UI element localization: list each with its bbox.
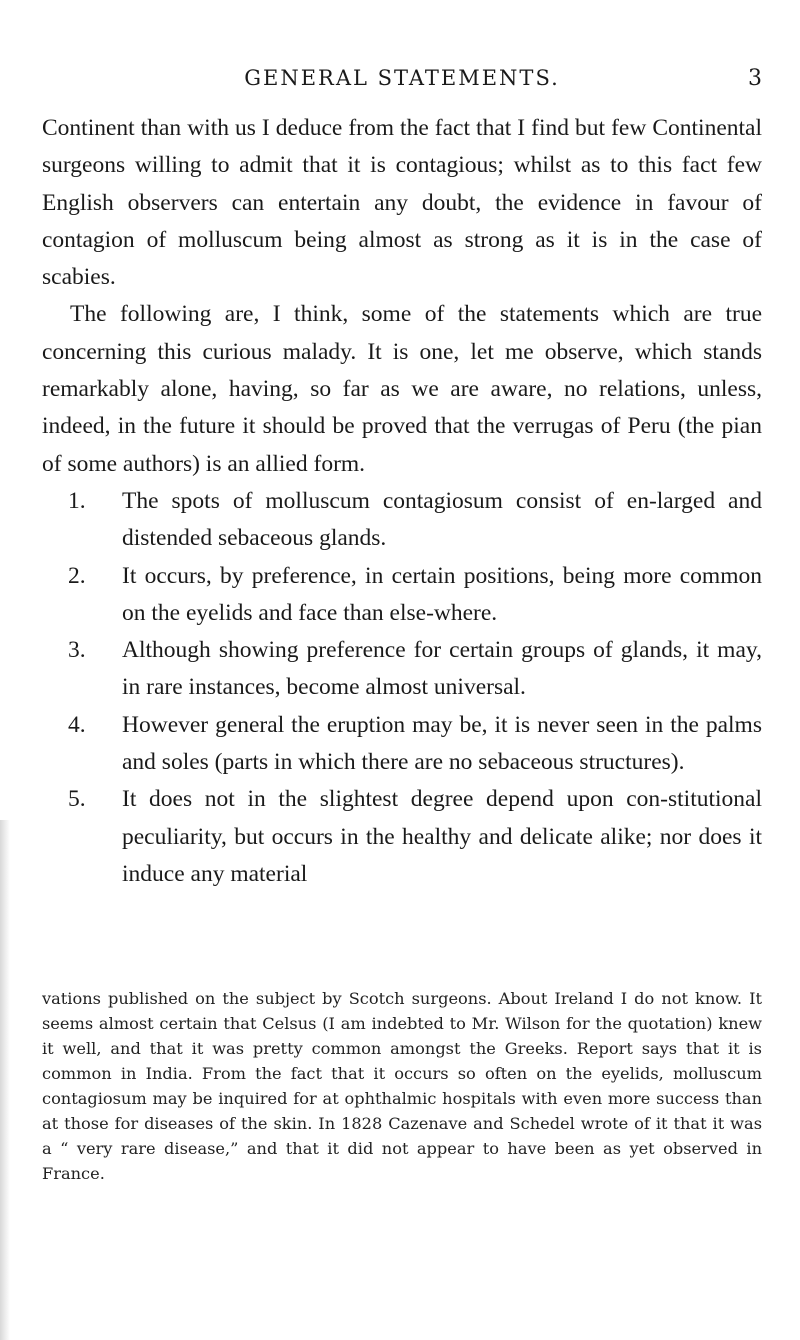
statement-text: Although showing preference for certain groups of glands, it may, in rare instances, become almost universal. — [122, 637, 762, 701]
statement-number: 2. — [68, 562, 86, 589]
statement-number: 4. — [68, 711, 86, 738]
statement-item — [42, 781, 762, 893]
statement-item — [42, 483, 762, 558]
footnote: vations published on the subject by Scotch surgeons. About Ireland I do not know. It seems almost certain that Celsus (I am indebted to Mr. Wilson for the quotation) knew it well, and that it was pretty common amongst the Greeks. Report says that it is common in India. From the fact that it occurs so often on the eyelids, molluscum contagiosum may be inquired for at ophthalmic hospitals with even more success than at those for diseases of the skin. In 1828 Cazenave and Schedel wrote of it that it was a “ very rare disease,” and that it did not appear to have been as yet observed in France. — [42, 989, 762, 1183]
page-number: 3 — [748, 66, 762, 91]
body-text — [42, 110, 762, 893]
statement-number: 5. — [68, 786, 86, 813]
statement-text: However general the eruption may be, it is never seen in the palms and soles (parts in which there are no sebaceous structures). — [122, 711, 762, 776]
statement-text: It occurs, by preference, in certain positions, being more common on the eyelids and face than else-where. — [122, 562, 762, 626]
statement-text: It does not in the slightest degree depend upon con-stitutional peculiarity, but occurs in the healthy and delicate alike; nor does it induce any material — [122, 786, 762, 887]
statement-number: 1. — [68, 487, 86, 514]
paragraph-statements-intro: The following are, I think, some of the statements which are true concerning this curious malady. It is one, let me observe, which stands remarkably alone, having, so far as we are aware, no relations, unless, indeed, in the future it should be proved that the verrugas of Peru (the pian of some authors) is an allied form. — [42, 301, 762, 477]
statement-number: 3. — [68, 637, 86, 664]
running-head — [42, 66, 762, 96]
page-edge-shadow — [0, 820, 10, 1340]
statement-item — [42, 707, 762, 782]
statement-text: The spots of molluscum contagiosum consist of en-larged and distended sebaceous glands. — [122, 487, 762, 552]
running-title: GENERAL STATEMENTS. — [244, 66, 560, 90]
statements-list — [42, 483, 762, 893]
statement-item — [42, 558, 762, 633]
statement-item — [42, 632, 762, 707]
paragraph-continued: Continent than with us I deduce from the fact that I find but few Continental surgeons willing to admit that it is contagious; whilst as to this fact few English observers can entertain any doubt, the evidence in favour of contagion of molluscum being almost as strong as it is in the case of scabies. — [42, 115, 762, 291]
